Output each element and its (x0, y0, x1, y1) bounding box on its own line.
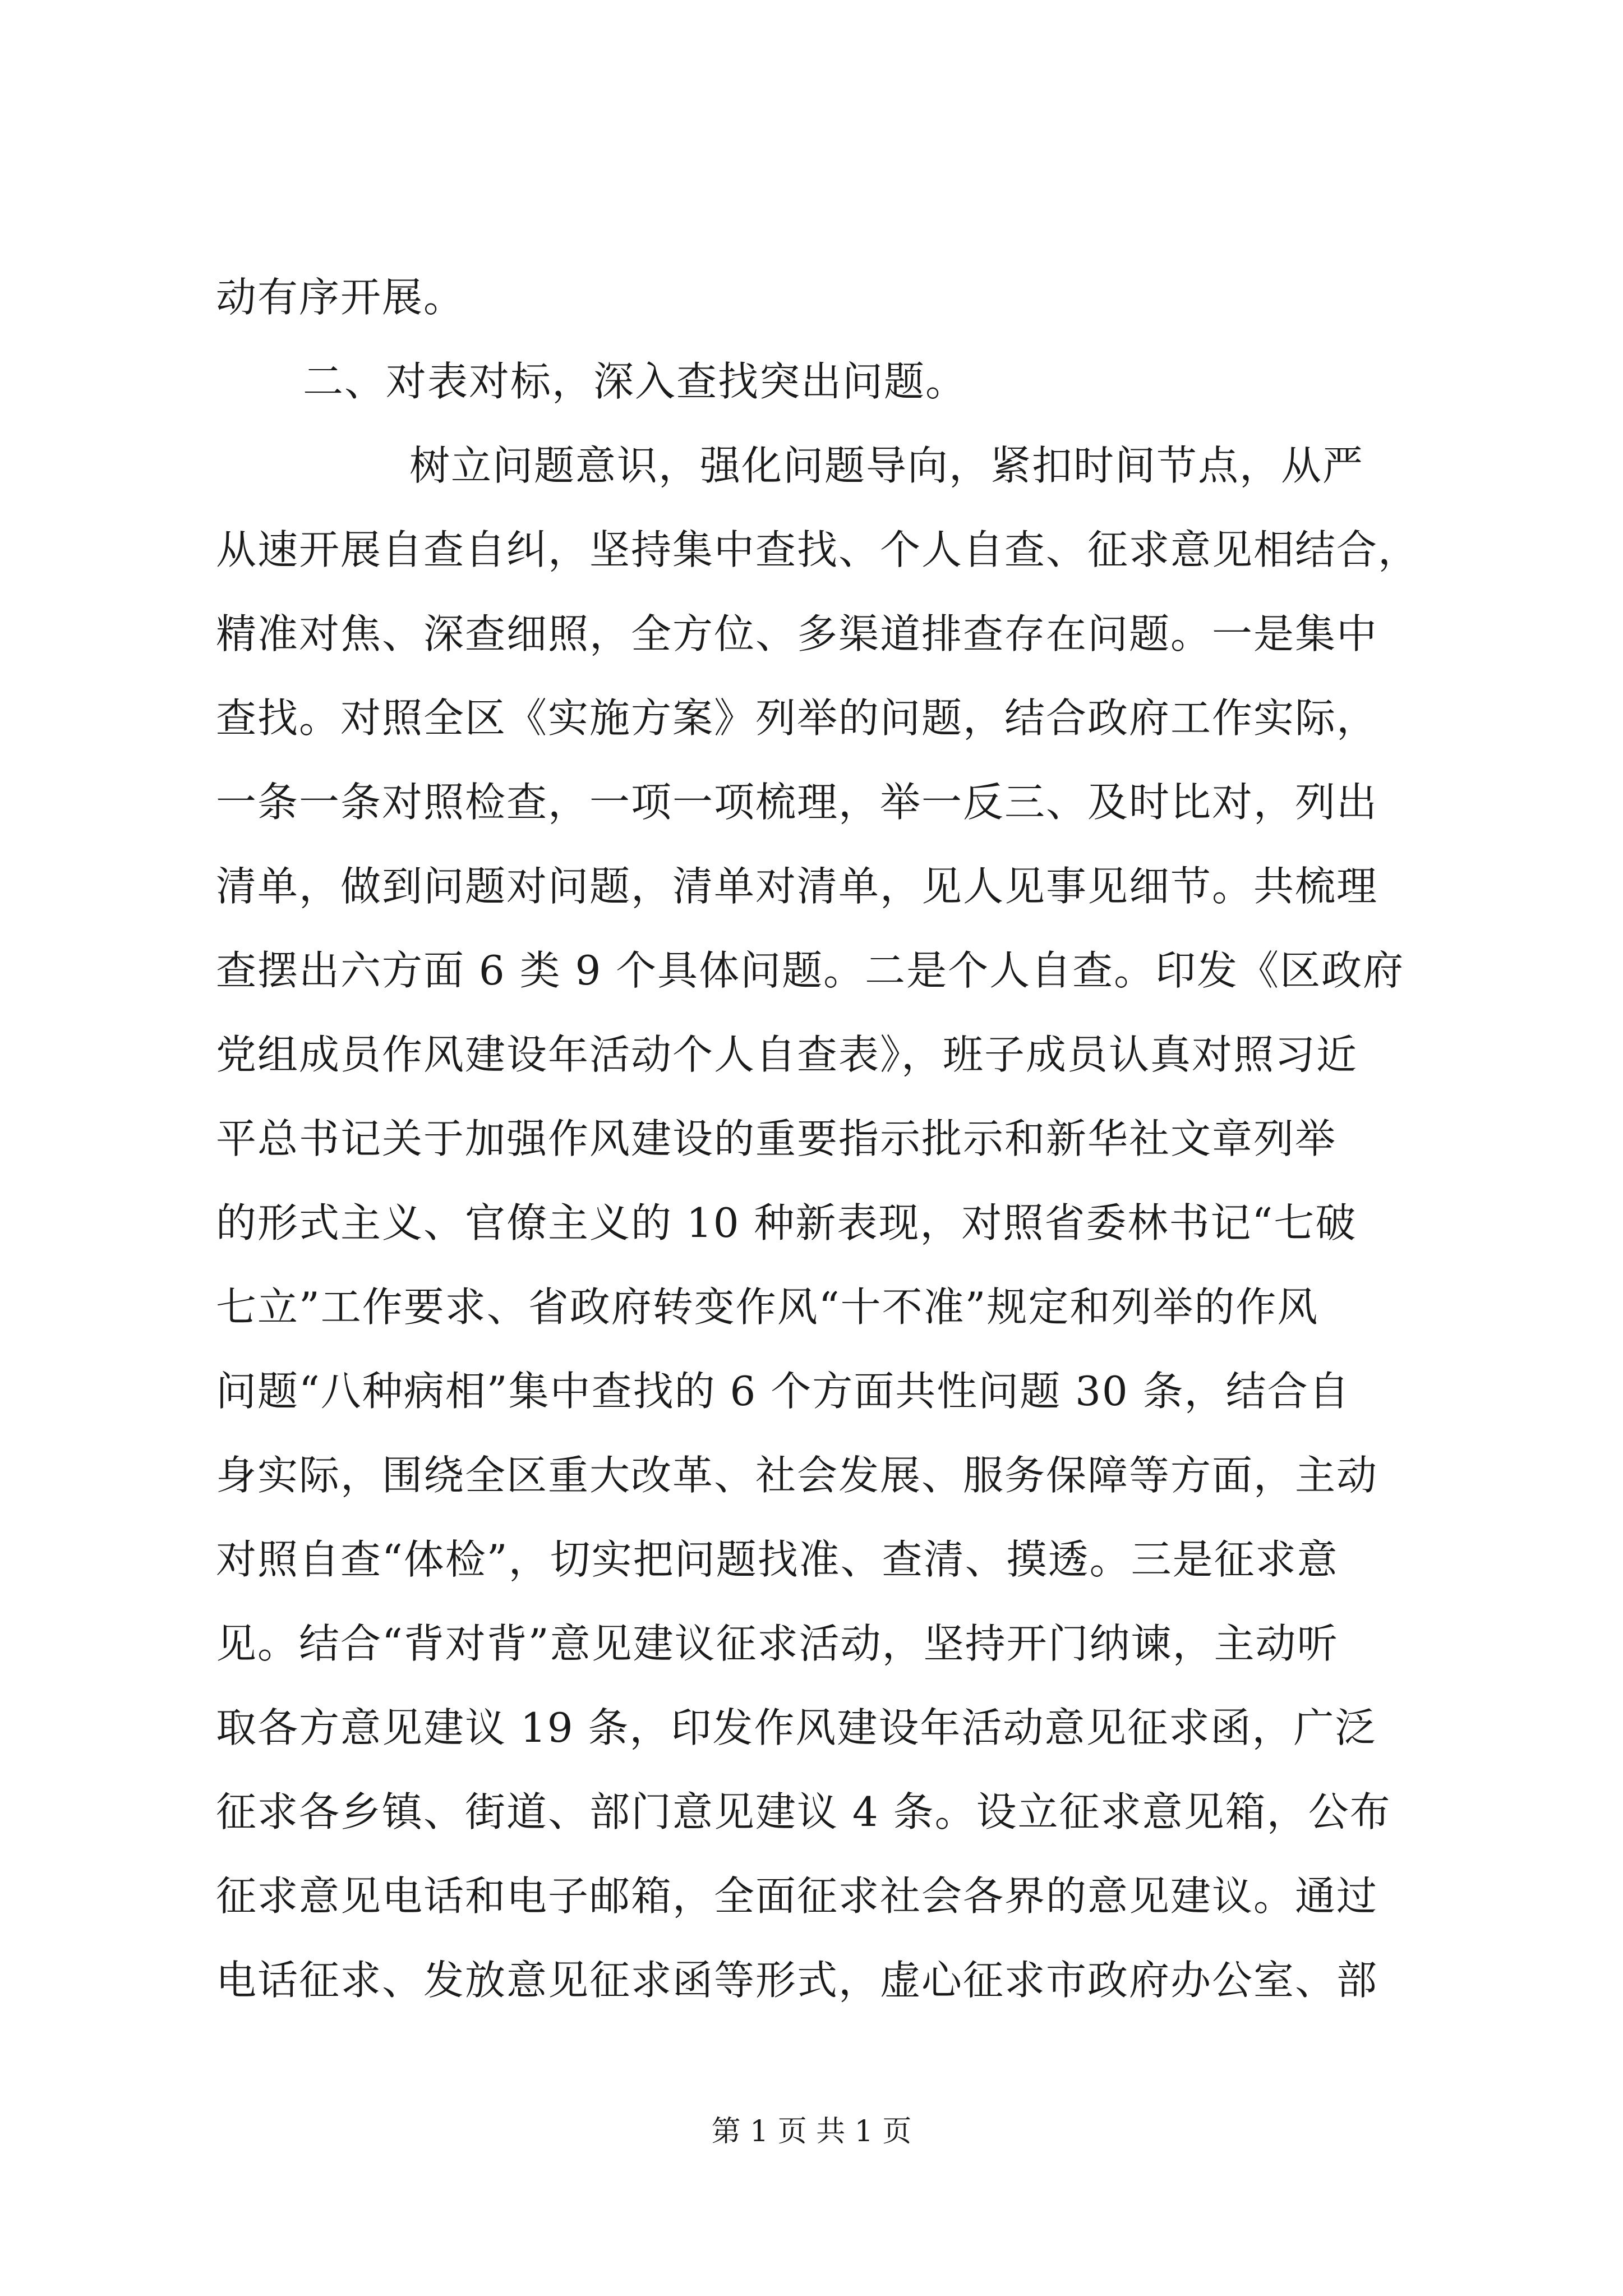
body-text-line: 查找。对照全区《实施方案》列举的问题，结合政府工作实际， (216, 694, 1378, 742)
body-text-line: 精准对焦、深查细照，全方位、多渠道排查存在问题。一是集中 (216, 610, 1378, 657)
body-text-line: 征求意见电话和电子邮箱，全面征求社会各界的意见建议。通过 (216, 1872, 1378, 1920)
body-text-line: 取各方意见建议 19 条，印发作风建设年活动意见征求函，广泛 (216, 1704, 1377, 1751)
body-text-line: 对照自查“体检”，切实把问题找准、查清、摸透。三是征求意 (216, 1536, 1339, 1583)
body-text-line: 问题“八种病相”集中查找的 6 个方面共性问题 30 条，结合自 (216, 1368, 1350, 1415)
body-text-line: 查摆出六方面 6 类 9 个具体问题。二是个人自查。印发《区政府 (216, 947, 1405, 994)
body-text-line: 电话征求、发放意见征求函等形式，虚心征求市政府办公室、部 (216, 1957, 1378, 2004)
body-text-line: 身实际，围绕全区重大改革、社会发展、服务保障等方面，主动 (216, 1452, 1378, 1499)
body-text-line: 见。结合“背对背”意见建议征求活动，坚持开门纳谏，主动听 (216, 1620, 1339, 1667)
body-text-line: 从速开展自查自纠，坚持集中查找、个人自查、征求意见相结合， (216, 526, 1420, 573)
body-text-line: 清单，做到问题对问题，清单对清单，见人见事见细节。共梳理 (216, 863, 1378, 910)
body-text-line: 动有序开展。 (216, 274, 465, 321)
paragraph-first-line: 树立问题意识，强化问题导向，紧扣时间节点，从严 (409, 442, 1364, 489)
body-text-line: 一条一条对照检查，一项一项梳理，举一反三、及时比对，列出 (216, 779, 1378, 826)
body-text-line: 的形式主义、官僚主义的 10 种新表现，对照省委林书记“七破 (216, 1199, 1357, 1246)
body-text-line: 征求各乡镇、街道、部门意见建议 4 条。设立征求意见箱，公布 (216, 1788, 1391, 1835)
body-text-line: 平总书记关于加强作风建设的重要指示批示和新华社文章列举 (216, 1115, 1337, 1162)
body-text-line: 党组成员作风建设年活动个人自查表》，班子成员认真对照习近 (216, 1031, 1358, 1078)
section-heading: 二、对表对标，深入查找突出问题。 (303, 358, 967, 405)
page-footer: 第 1 页 共 1 页 (711, 2115, 912, 2148)
body-text-line: 七立”工作要求、省政府转变作风“十不准”规定和列举的作风 (216, 1283, 1319, 1331)
